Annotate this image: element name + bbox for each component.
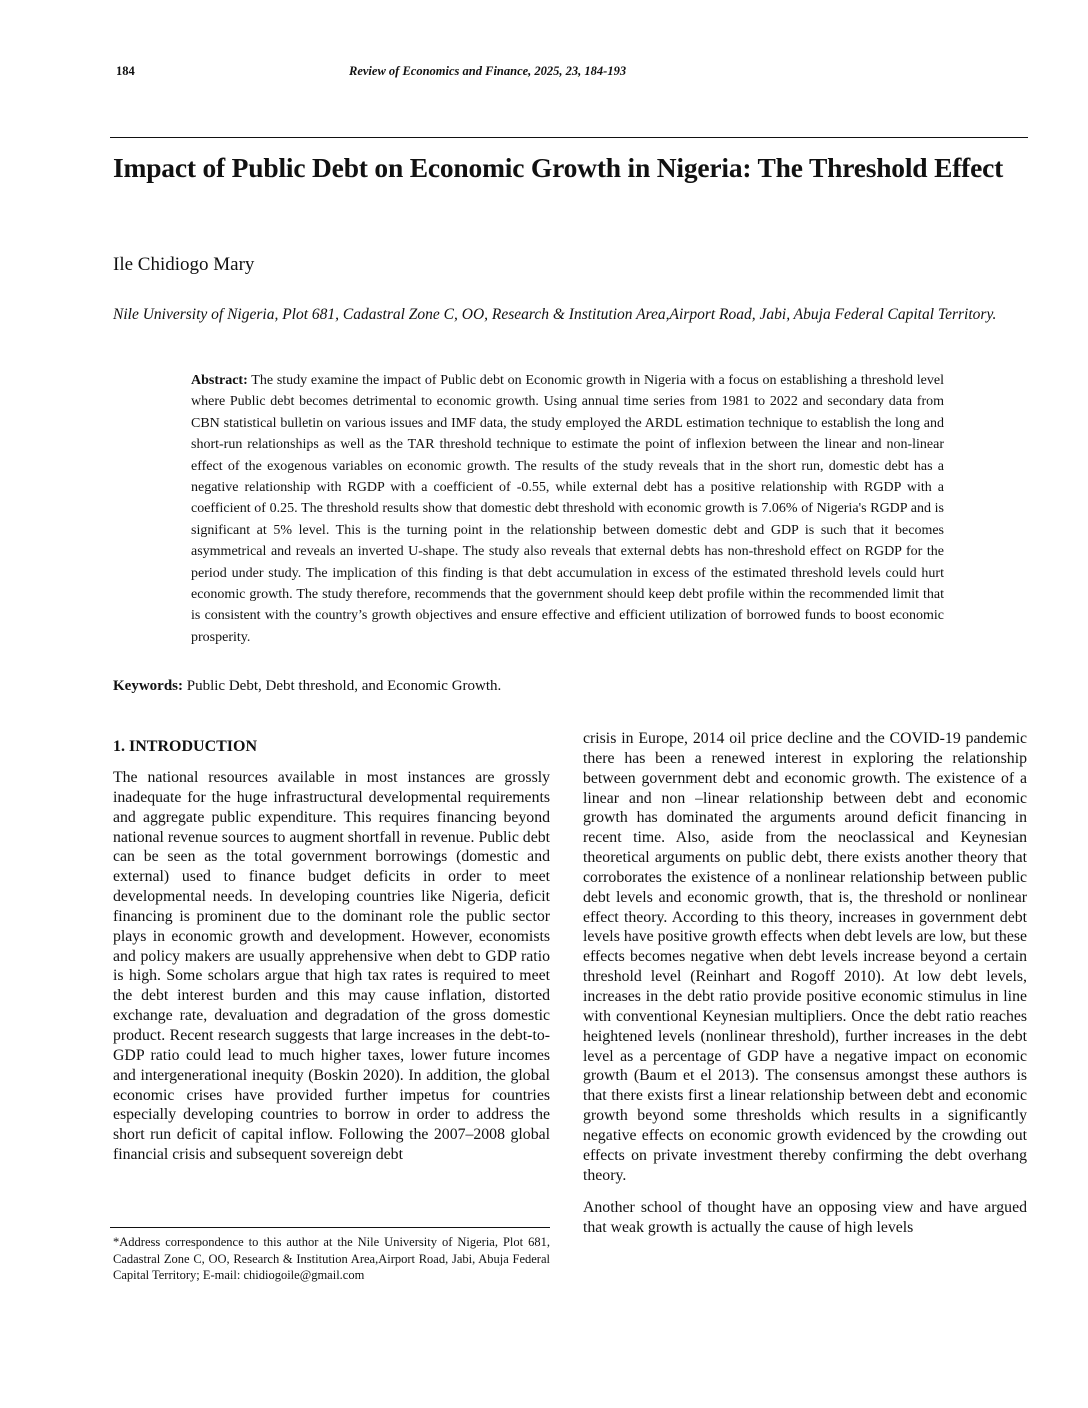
body-paragraph: crisis in Europe, 2014 oil price decline and the COVID-19 pandemic there has been a renewed interest in exploring the relationship between government debt and economic growth. The existence of a linear and non –linear relationship between debt and economic growth has dominated the arguments around deficit financing in recent time. Also, aside from the neoclassical and Keynesian theoretical arguments on public debt, there exists another theory that corroborates the existence of a nonlinear relationship between public debt levels and economic growth, that is, the threshold or nonlinear effect theory. According to this theory, increases in government debt levels have positive growth effects when debt levels are low, but these effects becomes negative when debt levels increase beyond a certain threshold level (Reinhart and Rogoff 2010). At low debt levels, increases in the debt ratio provide positive economic stimulus in line with conventional Keynesian multipliers. Once the debt ratio reaches heightened levels (nonlinear threshold), further increases in the debt level as a percentage of GDP have a negative impact on economic growth (Baum et el 2013). The consensus amongst these authors is that there exists first a linear relationship between debt and economic growth beyond some thresholds which results in a significantly negative effects on economic growth evidenced by the crowding out effects on private investment thereby confirming the debt overhang theory. [583,730,1027,1184]
author-name: Ile Chidiogo Mary [113,254,255,275]
running-head [116,64,1028,82]
author-affiliation: Nile University of Nigeria, Plot 681, Cadastral Zone C, OO, Research & Institution Area,Airport Road, Jabi, Abuja Federal Capital Territory. [113,306,997,323]
abstract-text: The study examine the impact of Public debt on Economic growth in Nigeria with a focus on establishing a threshold level where Public debt becomes detrimental to economic growth. Using annual time series from 1981 to 2022 and secondary data from CBN statistical bulletin on various issues and IMF data, the study employed the ARDL estimation technique to establish the long and short-run relationships as well as the TAR threshold technique to estimate the point of inflexion between the linear and non-linear effect of the exogenous variables on economic growth. The results of the study reveals that in the short run, domestic debt has a negative relationship with RGDP with a coefficient of -0.55, while external debt has a positive relationship with RGDP with a coefficient of 0.25. The threshold results show that domestic debt threshold with economic growth is 7.06% of Nigeria's RGDP and is significant at 5% level. This is the turning point in the relationship between domestic debt and GDP is such that it becomes asymmetrical and reveals an inverted U-shape. The study also reveals that external debts has non-threshold effect on RGDP for the period under study. The implication of this finding is that debt accumulation in excess of the estimated threshold levels could hurt economic growth. The study therefore, recommends that the government should keep debt profile within the recommended limit that is consistent with the country’s growth objectives and ensure effective and efficient utilization of borrowed funds to boost economic prosperity. [191,373,944,645]
header-rule [110,137,1028,138]
body-paragraph: The national resources available in most instances are grossly inadequate for the huge infrastructural developmental requirements and aggregate public expenditure. This requires financing beyond national revenue sources to augment shortfall in revenue. Public debt can be seen as the total government borrowings (domestic and external) used to finance budget deficits in order to meet developmental needs. In developing countries like Nigeria, deficit financing is prominent due to the dominant role the public sector plays in economic growth and development. However, economists and policy makers are usually apprehensive when debt to GDP ratio is high. Some scholars argue that high tax rates is required to meet the debt interest burden and this may cause inflation, distorted exchange rate, devaluation and degradation of the gross domestic product. Recent research suggests that large increases in the debt-to-GDP ratio could lead to much higher taxes, lower future incomes and intergenerational inequity (Boskin 2020). In addition, the global economic crises have provided further impetus for countries especially developing countries to borrow in order to address the short run deficit of capital inflow. Following the 2007–2008 global financial crisis and subsequent sovereign debt [113,769,550,1164]
keywords [113,678,501,695]
abstract-label: Abstract: [191,373,248,388]
section-heading: 1. INTRODUCTION [113,738,258,755]
column-left [113,737,550,1165]
keywords-label: Keywords: [113,678,183,694]
keywords-text: Public Debt, Debt threshold, and Economic Growth. [186,678,502,694]
journal-citation: Review of Economics and Finance, 2025, 23, 184-193 [349,64,627,78]
body-paragraph: Another school of thought have an opposing view and have argued that weak growth is actually the cause of high levels [583,1199,1027,1237]
abstract [191,370,944,648]
column-right [583,729,1027,1238]
paper-title: Impact of Public Debt on Economic Growth in Nigeria: The Threshold Effect [113,152,1004,183]
footnote: *Address correspondence to this author at the Nile University of Nigeria, Plot 681, Cadastral Zone C, OO, Research & Institution Area,Airport Road, Jabi, Abuja Federal Capital Territory; E-mail: chidiogoile@gmail.com [113,1235,550,1282]
footnote-rule [110,1227,550,1228]
page-number: 184 [116,64,135,78]
